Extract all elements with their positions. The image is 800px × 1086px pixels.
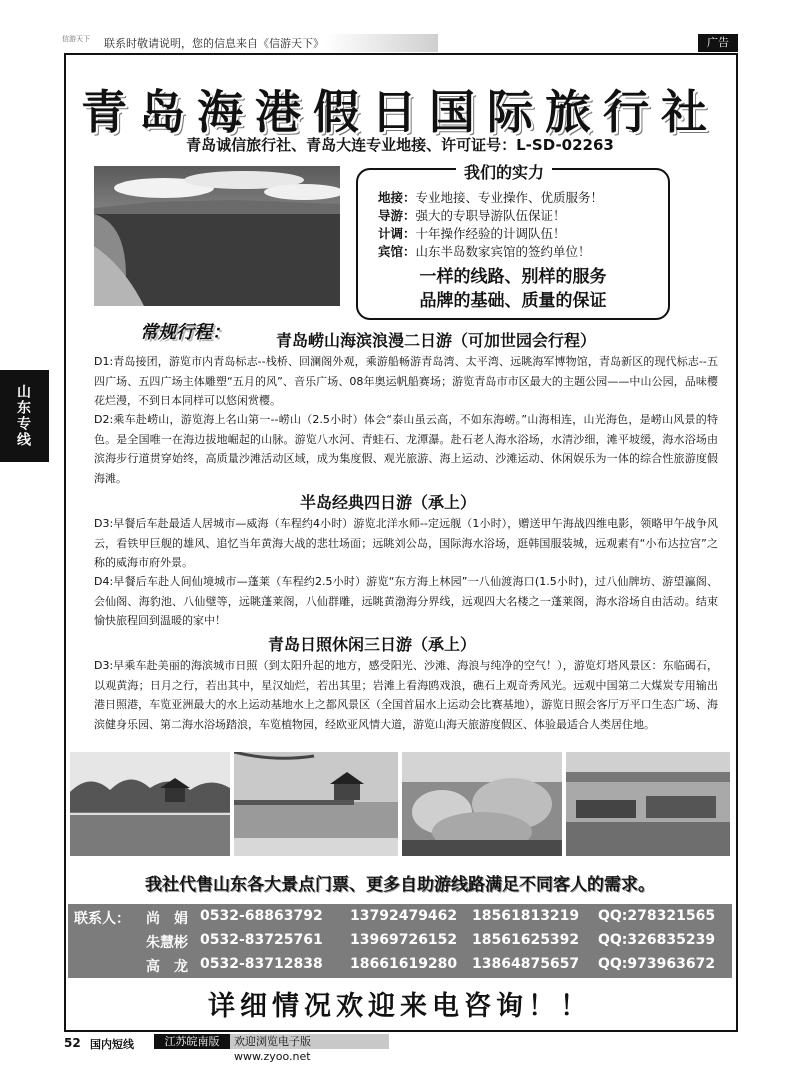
lake-photo [94, 166, 340, 306]
contact-phone: 0532-83712838 [200, 956, 323, 972]
side-tab: 山东专线 [0, 370, 46, 462]
strength-slogan: 一样的线路、别样的服务 [419, 267, 607, 287]
contact-mobile: 13864875657 [472, 956, 580, 972]
contact-row [68, 953, 732, 977]
itinerary-day: D4:早餐后车赴人间仙境城市—蓬莱（车程约2.5小时）游览“东方海上林园”一八仙渡海口(1.5小时)，过八仙牌坊、游望瀛阁、会仙阁、海豹池、八仙璧等，远眺蓬莱阁，八仙群雕，远眺黄渤海分界线，远观四大名楼之一蓬莱阁，海水浴场自由活动。结束愉快旅程回到温暖的家中！ [94, 575, 718, 627]
itinerary-day: D3:早餐后车赴最适人居城市—威海（车程约4小时）游览北洋水师--定远舰（1小时），赠送甲午海战四维电影，领略甲午战争风云，看铁甲巨舰的雄风、追忆当年黄海大战的悲壮场面；远眺刘公岛，国际海水浴场，逛韩国服装城，远观素有“小布达拉宫”之称的威海市府外景。 [94, 517, 718, 569]
strength-line: 地接：专业地接、专业操作、优质服务！ [378, 190, 604, 205]
strength-line: 计调：十年操作经验的计调队伍！ [378, 226, 566, 241]
pier-photo [234, 752, 398, 856]
contact-mobile: 18561813219 [472, 908, 580, 924]
contact-row [68, 929, 732, 953]
itinerary-day: D2:乘车赴崂山，游览海上名山第一--崂山（2.5小时）体会“泰山虽云高，不如东海崂。”山海相连，山光海色，是崂山风景的特色。是全国唯一在海边拔地崛起的山脉。游览八水河、青蛙石、龙潭瀑。赴石老人海水浴场，水清沙细，滩平坡缓，海水浴场由滨海步行道贯穿始终，高质量沙滩活动区域，成为集度假、观光旅游、海上运动、沙滩运动、休闲娱乐为一体的综合性旅游度假海滩。 [94, 413, 718, 485]
contact-mobile: 13792479462 [350, 908, 458, 924]
routine-heading: 常规行程： [140, 322, 230, 343]
contact-name: 高 龙 [146, 959, 188, 975]
strength-slogan: 品牌的基础、质量的保证 [419, 291, 607, 311]
browse-link[interactable]: 欢迎浏览电子版 www.zyoo.net [230, 1034, 389, 1049]
contact-mobile: 18561625392 [472, 932, 580, 948]
contact-mobile: 18661619280 [350, 956, 458, 972]
contact-phone: 0532-68863792 [200, 908, 323, 924]
contact-row [68, 905, 732, 929]
strength-line: 导游：强大的专职导游队伍保证！ [378, 208, 566, 223]
contact-name: 朱慧彬 [146, 935, 188, 951]
contact-qq: QQ:973963672 [598, 956, 716, 972]
itinerary-day: D1:青岛接团，游览市内青岛标志--栈桥、回澜阁外观，乘游船畅游青岛湾、太平湾、远眺海军博物馆，青岛新区的现代标志--五四广场、五四广场主体雕塑“五月的风”、音乐广场、08年奥运帆船赛场；游览青岛市市区最大的主题公园——中山公园，品味樱花烂漫，不到日本同样可以悠闲赏樱。 [94, 355, 718, 407]
harbor-photo [566, 752, 730, 856]
strength-title: 我们的实力 [456, 160, 552, 183]
ad-tag: 广告 [698, 34, 738, 52]
itinerary-day: D3:早乘车赴美丽的海滨城市日照（到太阳升起的地方，感受阳光、沙滩、海浪与纯净的空气！），游览灯塔风景区：东临碣石，以观黄海；日月之行，若出其中，星汉灿烂，若出其里；岩滩上看海鸥戏浪，礁石上观奇秀风光。远观中国第二大煤炭专用输出港日照港，车览亚洲最大的水上运动基地水上之都风景区（全国首届水上运动会比赛基地），游览日照会客厅万平口生态广场、海滨健身乐园、第二海水浴场踏浪，车览植物园，经欧亚风情大道，游览山海天旅游度假区、体验最适合人类居住地。 [94, 659, 718, 731]
header-note: 联系时敬请说明，您的信息来自《信游天下》 [104, 37, 324, 50]
agency-service-line: 我社代售山东各大景点门票、更多自助游线路满足不同客人的需求。 [145, 875, 655, 895]
route-title: 半岛经典四日游（承上） [300, 493, 477, 512]
contact-phone: 0532-83725761 [200, 932, 323, 948]
contact-qq: QQ:278321565 [598, 908, 716, 924]
garden-photo [70, 752, 230, 856]
contact-qq: QQ:326835239 [598, 932, 716, 948]
side-tab-edge [46, 370, 49, 462]
contact-name: 尚 娟 [146, 911, 188, 927]
page-number: 52 [64, 1036, 81, 1050]
strength-box [356, 168, 670, 320]
edition-tag: 江苏皖南版 [154, 1034, 230, 1049]
contact-mobile: 13969726152 [350, 932, 458, 948]
strength-line: 宾馆：山东半岛数家宾馆的签约单位！ [378, 244, 591, 259]
logo-text: 信游天下 [62, 35, 90, 43]
contact-box [68, 904, 732, 978]
welcome-line: 详细情况欢迎来电咨询！！ [208, 991, 592, 1022]
route-title: 青岛崂山海滨浪漫二日游（可加世园会行程） [276, 331, 597, 350]
agency-title: 青岛海港假日国际旅行社 [81, 85, 719, 139]
route-title: 青岛日照休闲三日游（承上） [268, 635, 477, 654]
contact-label: 联系人： [74, 911, 130, 927]
rocks-photo [402, 752, 562, 856]
page-section: 国内短线 [90, 1038, 134, 1051]
publication-logo [62, 36, 98, 50]
agency-subtitle: 青岛诚信旅行社、青岛大连专业地接、许可证号：L-SD-02263 [186, 136, 614, 154]
